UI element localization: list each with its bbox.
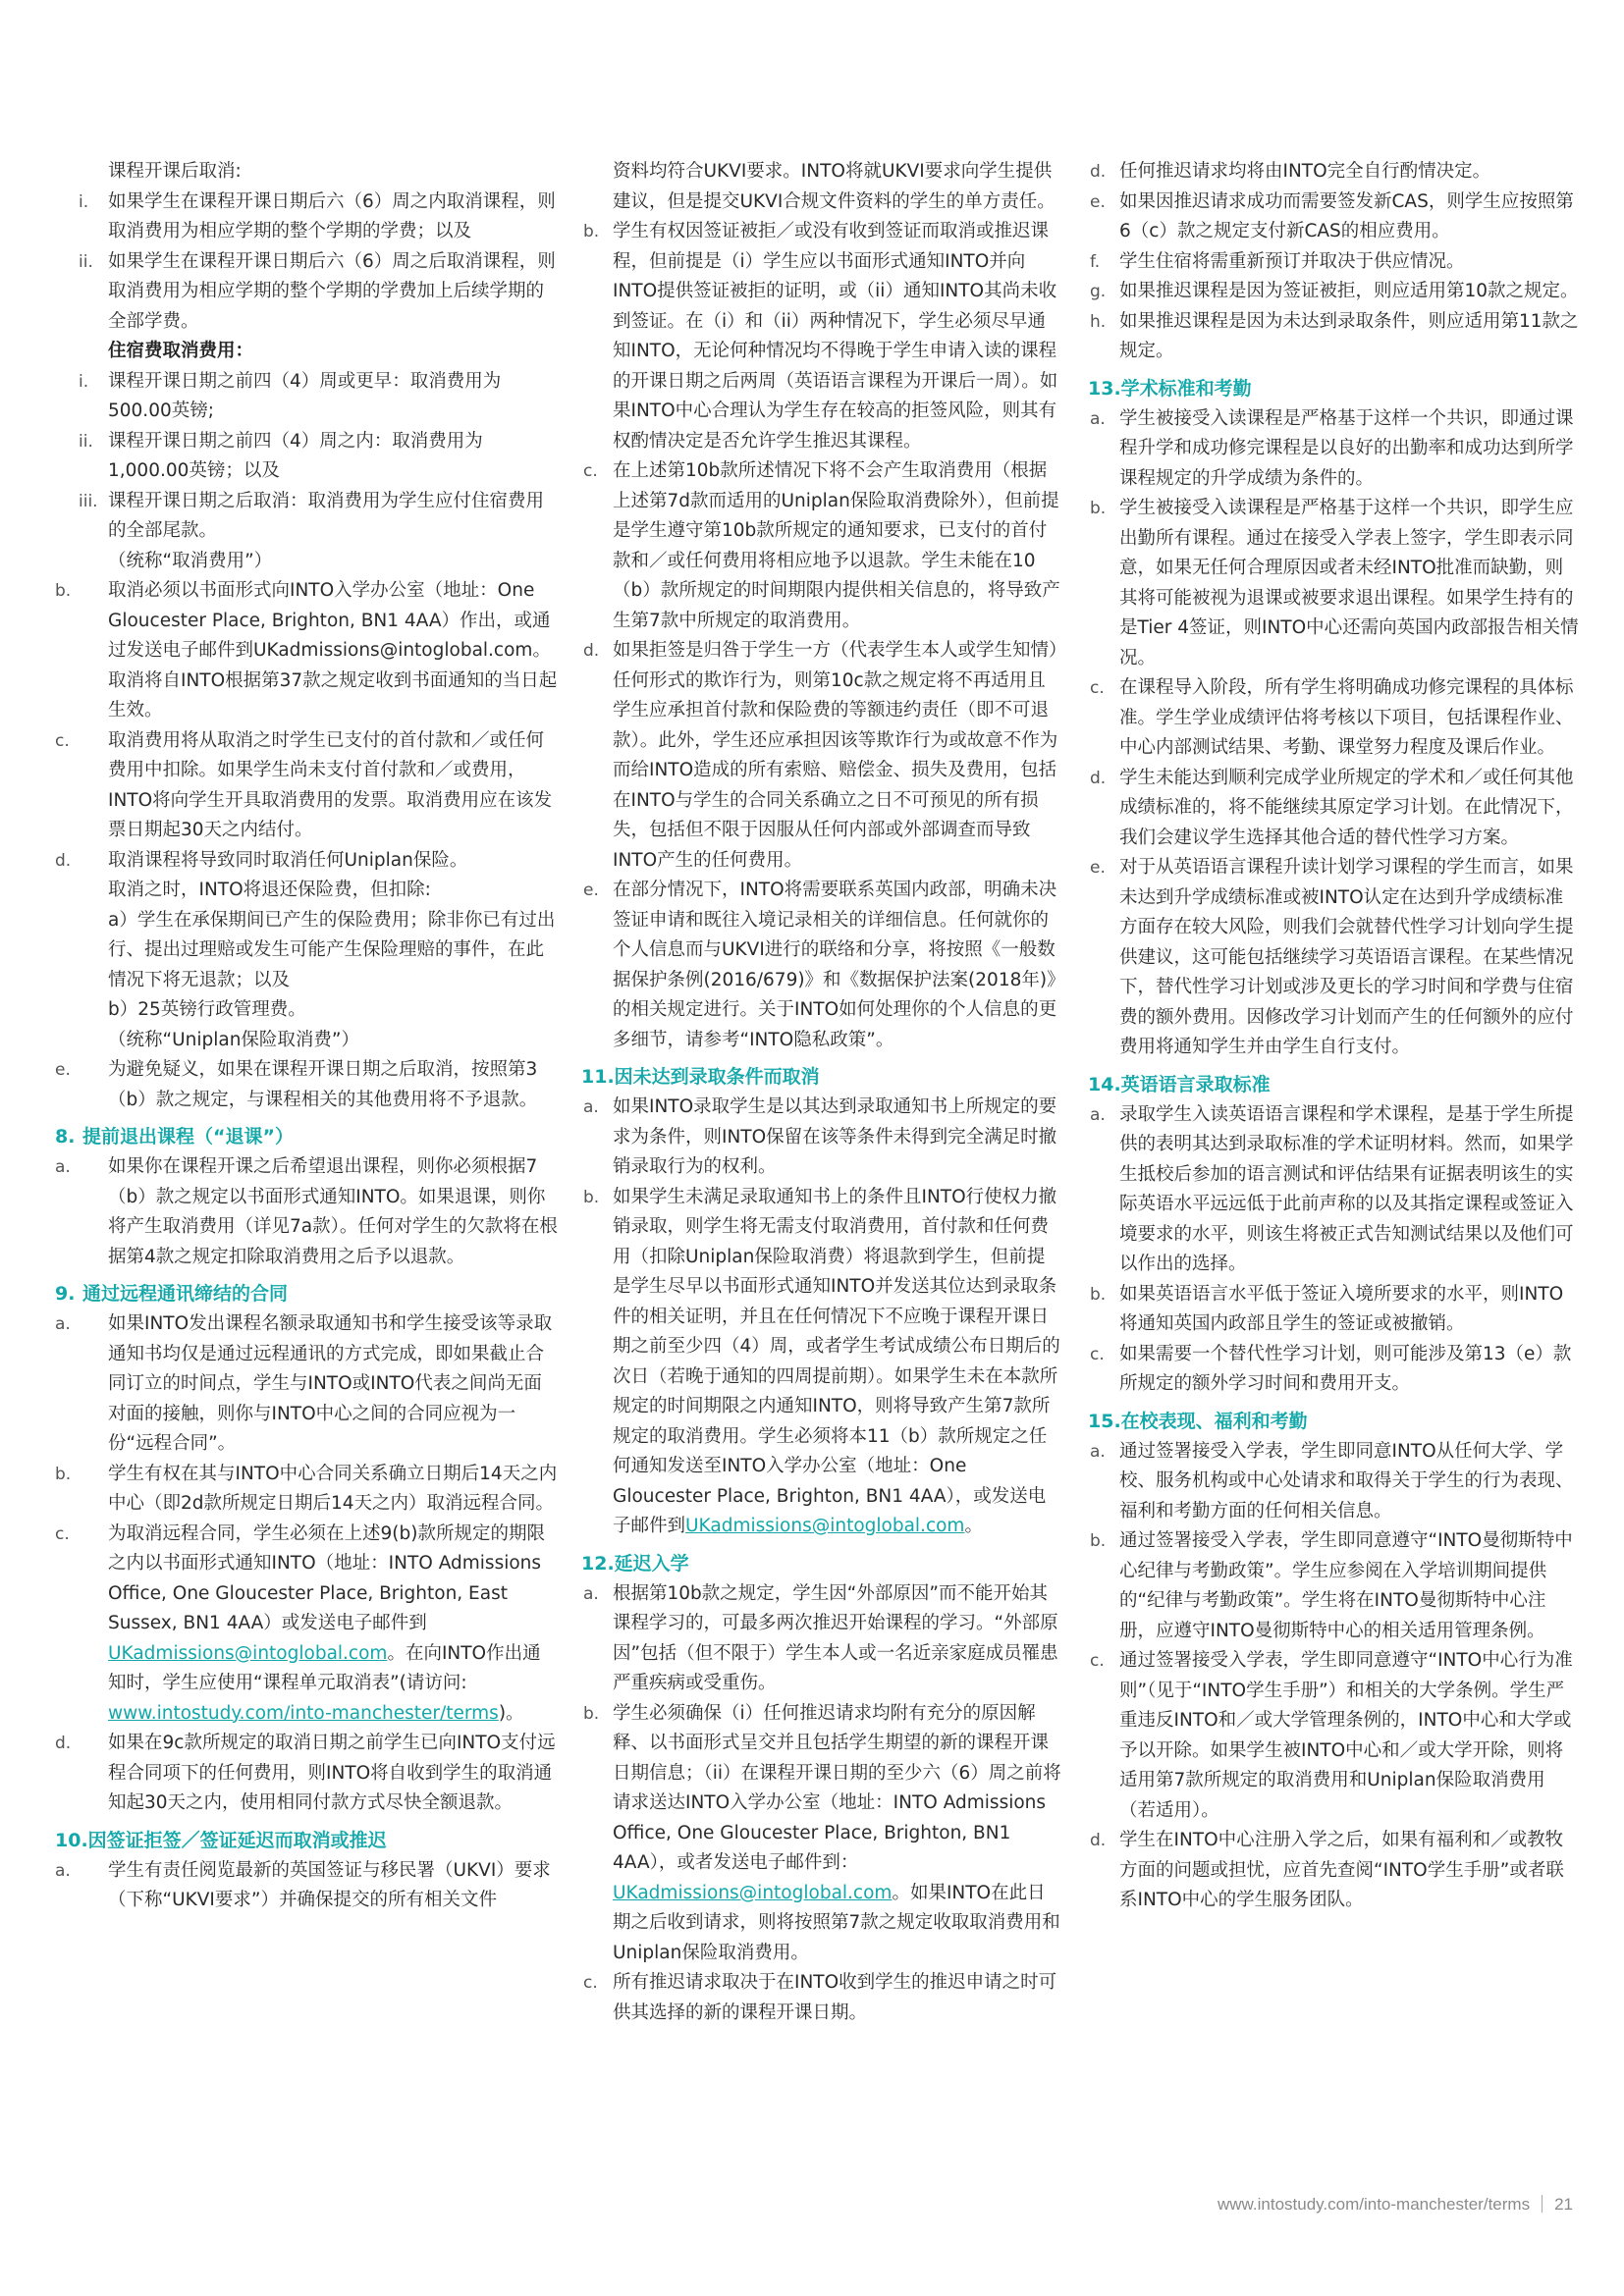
list-item: h. 如果推迟课程是因为未达到录取条件，则应适用第11款之规定。 — [1090, 310, 1579, 361]
list-item-text: 学生住宿将需重新预订并取决于供应情况。 — [1119, 250, 1465, 272]
section-title: 通过远程通讯缔结的合同 — [82, 1283, 289, 1305]
list-item-text: 为避免疑义，如果在课程开课日期之后取消，按照第3（b）款之规定，与课程相关的其他费用将不予退款。 — [108, 1059, 538, 1110]
terms-link[interactable]: www.intostudy.com/into-manchester/terms — [108, 1702, 499, 1724]
accommodation-fee-title: 住宿费取消费用： — [108, 341, 254, 361]
column-1 — [55, 157, 558, 1916]
section-title: 延迟入学 — [614, 1552, 689, 1575]
sub-item-a: a）学生在承保期间已产生的保险费用；除非你已有过出行、提出过理赔或发生可能产生保险理赔的事件，在此情况下将无退款；以及 — [108, 909, 556, 990]
list-item: d. 任何推迟请求均将由INTO完全自行酌情决定。 — [1090, 161, 1491, 182]
list-item-text — [613, 1703, 1061, 1963]
section-title: 因签证拒签／签证延迟而取消或推迟 — [87, 1829, 387, 1851]
list-item: c. 如果需要一个替代性学习计划，则可能涉及第13（e）款所规定的额外学习时间和费用开支。 — [1090, 1343, 1572, 1394]
list-item: e. 为避免疑义，如果在课程开课日期之后取消，按照第3（b）款之规定，与课程相关的其他费用将不予退款。 — [55, 1059, 538, 1110]
list-item-text: 任何推迟请求均将由INTO完全自行酌情决定。 — [1119, 161, 1491, 182]
list-item: b. 学生有权在其与INTO中心合同关系确立日期后14天之内中心（即2d款所规定日期后14天之内）取消远程合同。 — [55, 1463, 558, 1514]
list-item-text — [613, 1187, 1060, 1537]
list-item: c. 在课程导入阶段，所有学生将明确成功修完课程的具体标准。学生学业成绩评估将考核以下项目，包括课程作业、中心内部测试结果、考勤、课堂努力程度及课后作业。 — [1090, 677, 1574, 758]
list-item-text: 在部分情况下，INTO将需要联系英国内政部，明确未决签证申请和既往入境记录相关的详细信息。任何就你的个人信息而与UKVI进行的联络和分享，将按照《一般数据保护条例(2016/679)》和《数据保护法案(2018年)》的相关规定进行。关于INTO如何处理你的个人信息的更多细节，请参考“INTO隐私政策”。 — [613, 880, 1057, 1050]
list-item: c. 所有推迟请求取决于在INTO收到学生的推迟申请之时可供其选择的新的课程开课日期。 — [583, 1972, 1057, 2023]
list-item: d. 学生未能达到顺利完成学业所规定的学术和／或任何其他成绩标准的，将不能继续其原定学习计划。在此情况下，我们会建议学生选择其他合适的替代性学习方案。 — [1090, 767, 1574, 848]
section-heading-10 — [55, 1825, 558, 1856]
list-item: b. 通过签署接受入学表，学生即同意遵守“INTO曼彻斯特中心纪律与考勤政策”。学生应参阅在入学培训期间提供的“纪律与考勤政策”。学生将在INTO曼彻斯特中心注册，应遵守INTO曼彻斯特中心的相关适用管理条例。 — [1090, 1530, 1573, 1641]
text-run: 。 — [964, 1516, 983, 1536]
list-item: d. 取消课程将导致同时取消任何Uniplan保险。 — [55, 849, 468, 871]
section-heading-14 — [1088, 1069, 1579, 1100]
list-item-text: 对于从英语语言课程升读计划学习课程的学生而言，如果未达到升学成绩标准或被INTO认定在达到升学成绩标准方面存在较大风险，则我们会就替代性学习计划向学生提供建议，这可能包括继续学习英语语言课程。在某些情况下，替代性学习计划或涉及更长的学习时间和学费与住宿费的额外费用。因修改学习计划而产生的任何额外的应付费用将通知学生并由学生自行支付。 — [1119, 857, 1574, 1057]
list-item-text: 学生被接受入读课程是严格基于这样一个共识，即通过课程升学和成功修完课程是以良好的出勤率和成功达到所学课程规定的升学成绩为条件的。 — [1119, 407, 1574, 489]
list-item-text: 学生在INTO中心注册入学之后，如果有福利和／或教牧方面的问题或担忧，应首先查阅“INTO学生手册”或者联系INTO中心的学生服务团队。 — [1119, 1830, 1564, 1910]
list-item: ii. 如果学生在课程开课日期后六（6）周之后取消课程，则取消费用为相应学期的整个学期的学费加上后续学期的全部学费。 — [79, 250, 556, 332]
list-item-text: 通过签署接受入学表，学生即同意INTO从任何大学、学校、服务机构或中心处请求和取得关于学生的行为表现、福利和考勤方面的任何相关信息。 — [1119, 1440, 1574, 1522]
email-link[interactable]: UKadmissions@intoglobal.com — [613, 1882, 893, 1903]
note-text: （统称“取消费用”） — [108, 550, 273, 571]
list-item-text: 如果英语语言水平低于签证入境所要求的水平，则INTO将通知英国内政部且学生的签证或被撤销。 — [1119, 1283, 1564, 1334]
list-item: a. 如果INTO录取学生是以其达到录取通知书上所规定的要求为条件，则INTO保留在该等条件未得到完全满足时撤销录取行为的权利。 — [583, 1096, 1057, 1177]
list-item: a. 通过签署接受入学表，学生即同意INTO从任何大学、学校、服务机构或中心处请求和取得关于学生的行为表现、福利和考勤方面的任何相关信息。 — [1090, 1440, 1574, 1522]
list-item: d. 学生在INTO中心注册入学之后，如果有福利和／或教牧方面的问题或担忧，应首先查阅“INTO学生手册”或者联系INTO中心的学生服务团队。 — [1090, 1830, 1564, 1910]
list-item-text: 学生有权因签证被拒／或没有收到签证而取消或推迟课程，但前提是（i）学生应以书面形式通知INTO并向INTO提供签证被拒的证明，或（ii）通知INTO其尚未收到签证。在（i）和（ii）两种情况下，学生必须尽早通知INTO，无论何种情况均不得晚于学生申请入读的课程的开课日期之后两周（英语语言课程为开课后一周）。如果INTO中心合理认为学生存在较高的拒签风险，则其有权酌情决定是否允许学生推迟其课程。 — [613, 221, 1058, 452]
list-item: a. 根据第10b款之规定，学生因“外部原因”而不能开始其课程学习的，可最多两次推迟开始课程的学习。“外部原因”包括（但不限于）学生本人或一名近亲家庭成员罹患严重疾病或受重伤。 — [583, 1582, 1058, 1693]
text-run: 如果学生未满足录取通知书上的条件且INTO行使权力撤销录取，则学生将无需支付取消费用，首付款和任何费用（扣除Uniplan保险取消费）将退款到学生，但前提是学生尽早以书面形式通知INTO并发送其位达到录取条件的相关证明，并且在任何情况下不应晚于课程开课日期之前至少四（4）周，或者学生考试成绩公布日期后的次日（若晚于通知的四周提前期）。如果学生未在本款所规定的时间期限之内通知INTO，则将导致产生第7款所规定的取消费用。学生必须将本11（b）款所规定之任何通知发送至INTO入学办公室（地址：One Gloucester Place, Brighton, BN1 4AA），或发送电子邮件到 — [613, 1186, 1060, 1536]
list-item-text: 通过签署接受入学表，学生即同意遵守“INTO中心行为准则”（见于“INTO学生手册”）和相关的大学条例。学生严重违反INTO和／或大学管理条例的，INTO中心和大学或予以开除。如果学生被INTO中心和／或大学开除，则将适用第7款所规定的取消费用和Uniplan保险取消费用（若适用）。 — [1119, 1650, 1573, 1821]
list-item: d. 如果在9c款所规定的取消日期之前学生已向INTO支付远程合同项下的任何费用，则INTO将自收到学生的取消通知起30天之内，使用相同付款方式尽快全额退款。 — [55, 1733, 556, 1813]
list-item: a. 录取学生入读英语语言课程和学术课程，是基于学生所提供的表明其达到录取标准的学术证明材料。然而，如果学生抵校后参加的语言测试和评估结果有证据表明该生的实际英语水平远远低于此前声称的以及其指定课程或签证入境要求的水平，则该生将被正式告知测试结果以及他们可以作出的选择。 — [1090, 1103, 1574, 1274]
text-run: 。在向INTO作出通知时，学生应使用“课程单元取消表”(请访问: — [108, 1642, 541, 1693]
section-title: 英语语言录取标准 — [1120, 1073, 1271, 1095]
list-item-text: 录取学生入读英语语言课程和学术课程，是基于学生所提供的表明其达到录取标准的学术证明材料。然而，如果学生抵校后参加的语言测试和评估结果有证据表明该生的实际英语水平远远低于此前声称的以及其指定课程或签证入境要求的水平，则该生将被正式告知测试结果以及他们可以作出的选择。 — [1119, 1103, 1574, 1274]
list-item-text: 如果推迟课程是因为签证被拒，则应适用第10款之规定。 — [1119, 281, 1579, 301]
list-item: f. 学生住宿将需重新预订并取决于供应情况。 — [1090, 250, 1465, 272]
list-item-text: 如果学生在课程开课日期后六（6）周之后取消课程，则取消费用为相应学期的整个学期的学费加上后续学期的全部学费。 — [108, 250, 556, 332]
section-number: 13. — [1088, 377, 1121, 400]
section-title: 在校表现、福利和考勤 — [1120, 1410, 1308, 1432]
list-item: i. 如果学生在课程开课日期后六（6）周之内取消课程，则取消费用为相应学期的整个学期的学费；以及 — [79, 190, 556, 241]
list-item: c. 通过签署接受入学表，学生即同意遵守“INTO中心行为准则”（见于“INTO学生手册”）和相关的大学条例。学生严重违反INTO和／或大学管理条例的，INTO中心和大学或予以开除。如果学生被INTO中心和／或大学开除，则将适用第7款所规定的取消费用和Uniplan保险取消费用（若适用）。 — [1090, 1650, 1573, 1821]
section-number: 14. — [1088, 1073, 1121, 1095]
list-item-text: 如果需要一个替代性学习计划，则可能涉及第13（e）款所规定的额外学习时间和费用开支。 — [1119, 1343, 1572, 1394]
list-item-text: 在上述第10b款所述情况下将不会产生取消费用（根据上述第7d款而适用的Uniplan保险取消费除外），但前提是学生遵守第10b款所规定的通知要求，已支付的首付款和／或任何费用将相应地予以退款。学生未能在10（b）款所规定的时间期限内提供相关信息的，将导致产生第7款中所规定的取消费用。 — [613, 460, 1060, 631]
list-item: e. 如果因推迟请求成功而需要签发新CAS，则学生应按照第6（c）款之规定支付新CAS的相应费用。 — [1090, 190, 1574, 241]
list-item: ii. 课程开课日期之前四（4）周之内：取消费用为1,000.00英镑；以及 — [79, 430, 483, 481]
list-item-text: 在课程导入阶段，所有学生将明确成功修完课程的具体标准。学生学业成绩评估将考核以下项目，包括课程作业、中心内部测试结果、考勤、课堂努力程度及课后作业。 — [1119, 677, 1574, 758]
email-link[interactable]: UKadmissions@intoglobal.com — [108, 1642, 388, 1664]
section-heading-9 — [55, 1278, 558, 1309]
section-heading-11 — [581, 1061, 1062, 1093]
list-item-text: 学生被接受入读课程是严格基于这样一个共识，即学生应出勤所有课程。通过在接受入学表上签字，学生即表示同意，如果无任何合理原因或者未经INTO批准而缺勤，则其将可能被视为退课或被要求退出课程。如果学生持有的是Tier 4签证，则INTO中心还需向英国内政部报告相关情况。 — [1119, 498, 1579, 668]
list-item-text: 所有推迟请求取决于在INTO收到学生的推迟申请之时可供其选择的新的课程开课日期。 — [613, 1972, 1057, 2023]
list-item: c. 取消费用将从取消之时学生已支付的首付款和／或任何费用中扣除。如果学生尚未支付首付款和／或费用，INTO将向学生开具取消费用的发票。取消费用应在该发票日期起30天之内结付。 — [55, 729, 553, 840]
note-text: （统称“Uniplan保险取消费”） — [108, 1029, 360, 1050]
list-item: c. 在上述第10b款所述情况下将不会产生取消费用（根据上述第7d款而适用的Uniplan保险取消费除外），但前提是学生遵守第10b款所规定的通知要求，已支付的首付款和／或任何费用将相应地予以退款。学生未能在10（b）款所规定的时间期限内提供相关信息的，将导致产生第7款中所规定的取消费用。 — [583, 460, 1060, 631]
section-heading-15 — [1088, 1406, 1579, 1437]
section-title: 学术标准和考勤 — [1120, 377, 1252, 400]
list-item-text: 通过签署接受入学表，学生即同意遵守“INTO曼彻斯特中心纪律与考勤政策”。学生应参阅在入学培训期间提供的“纪律与考勤政策”。学生将在INTO曼彻斯特中心注册，应遵守INTO曼彻斯特中心的相关适用管理条例。 — [1119, 1530, 1573, 1641]
list-item-text: 如果因推迟请求成功而需要签发新CAS，则学生应按照第6（c）款之规定支付新CAS的相应费用。 — [1119, 190, 1574, 241]
section-number: 10. — [55, 1829, 88, 1851]
paragraph-course-cancel-after-start: 课程开课后取消: — [108, 161, 242, 182]
list-item-text: 根据第10b款之规定，学生因“外部原因”而不能开始其课程学习的，可最多两次推迟开始课程的学习。“外部原因”包括（但不限于）学生本人或一名近亲家庭成员罹患严重疾病或受重伤。 — [613, 1582, 1058, 1693]
section-title: 因未达到录取条件而取消 — [614, 1066, 820, 1088]
list-item-text: 取消费用将从取消之时学生已支付的首付款和／或任何费用中扣除。如果学生尚未支付首付款和／或费用，INTO将向学生开具取消费用的发票。取消费用应在该发票日期起30天之内结付。 — [108, 729, 553, 840]
list-item-text: 取消必须以书面形式向INTO入学办公室（地址：One Gloucester Place, Brighton, BN1 4AA）作出，或通过发送电子邮件到UKadmissions@intoglobal.com。取消将自INTO根据第37款之规定收到书面通知的当日起生效。 — [108, 580, 558, 721]
section-number: 12. — [581, 1552, 615, 1575]
text-run: 。如果INTO在此日期之后收到请求，则将按照第7款之规定收取取消费用和Uniplan保险取消费用。 — [613, 1882, 1060, 1963]
list-item: a. 学生被接受入读课程是严格基于这样一个共识，即通过课程升学和成功修完课程是以良好的出勤率和成功达到所学课程规定的升学成绩为条件的。 — [1090, 407, 1574, 489]
list-item: b. 学生必须确保（i）任何推迟请求均附有充分的原因解释、以书面形式呈交并且包括学生期望的新的课程开课日期信息；（ii）在课程开课日期的至少六（6）周之前将请求送达INTO入学办公室（地址：INTO Admissions Office, One Gloucester Place, Brighton, BN1 4AA），或者发送电子邮件到：UKadmissions@intoglobal.com。如果INTO在此日期之后收到请求，则将按照第7款之规定收取取消费用和Uniplan保险取消费用。 — [583, 1702, 1061, 1963]
section-number: 11. — [581, 1066, 615, 1088]
list-item-text — [108, 1523, 545, 1724]
section-number: 8. — [55, 1126, 76, 1148]
list-item-text: 如果学生在课程开课日期后六（6）周之内取消课程，则取消费用为相应学期的整个学期的学费；以及 — [108, 190, 556, 241]
page-footer — [1218, 2195, 1573, 2215]
list-item: a. 如果INTO发出课程名额录取通知书和学生接受该等录取通知书均仅是通过远程通讯的方式完成，即如果截止合同订立的时间点，学生与INTO或INTO代表之间尚无面对面的接触，则你与INTO中心之间的合同应视为一份“远程合同”。 — [55, 1313, 553, 1454]
list-item-text: 课程开课日期之前四（4）周之内：取消费用为1,000.00英镑；以及 — [108, 430, 483, 481]
list-item-text: 课程开课日期之前四（4）周或更早：取消费用为500.00英镑; — [108, 370, 502, 421]
list-item: b. 取消必须以书面形式向INTO入学办公室（地址：One Gloucester Place, Brighton, BN1 4AA）作出，或通过发送电子邮件到UKadmissions@intoglobal.com。取消将自INTO根据第37款之规定收到书面通知的当日起生效。 — [55, 580, 558, 721]
section-heading-13 — [1088, 373, 1579, 404]
list-item-text: 学生有责任阅览最新的英国签证与移民署（UKVI）要求（下称“UKVI要求”）并确保提交的所有相关文件 — [108, 1859, 551, 1910]
list-item: e. 在部分情况下，INTO将需要联系英国内政部，明确未决签证申请和既往入境记录相关的详细信息。任何就你的个人信息而与UKVI进行的联络和分享，将按照《一般数据保护条例(2016/679)》和《数据保护法案(2018年)》的相关规定进行。关于INTO如何处理你的个人信息的更多细节，请参考“INTO隐私政策”。 — [583, 880, 1057, 1050]
section-title: 提前退出课程（“退课”） — [82, 1126, 294, 1148]
list-item-text: 学生未能达到顺利完成学业所规定的学术和／或任何其他成绩标准的，将不能继续其原定学习计划。在此情况下，我们会建议学生选择其他合适的替代性学习方案。 — [1119, 767, 1574, 848]
text-run: )。 — [498, 1702, 524, 1724]
list-item: i. 课程开课日期之前四（4）周或更早：取消费用为500.00英镑; — [79, 370, 502, 421]
list-item-text: 如果你在课程开课之后希望退出课程，则你必须根据7（b）款之规定以书面形式通知INTO。如果退课，则你将产生取消费用（详见7a款）。任何对学生的欠款将在根据第4款之规定扣除取消费用之后予以退款。 — [108, 1156, 558, 1267]
sub-item-b: b）25英镑行政管理费。 — [108, 999, 306, 1020]
text-run: 学生必须确保（i）任何推迟请求均附有充分的原因解释、以书面形式呈交并且包括学生期望的新的课程开课日期信息；（ii）在课程开课日期的至少六（6）周之前将请求送达INTO入学办公室（地址：INTO Admissions Office, One Gloucester Place, Brighton, BN1 4AA），或者发送电子邮件到： — [613, 1702, 1061, 1873]
list-item: iii. 课程开课日期之后取消：取消费用为学生应付住宿费用的全部尾款。 — [79, 490, 545, 541]
list-item: d. 如果拒签是归咎于学生一方（代表学生本人或学生知情）任何形式的欺诈行为，则第10c款之规定将不再适用且学生应承担首付款和保险费的等额违约责任（即不可退款）。此外，学生还应承担因该等欺诈行为或故意不作为而给INTO造成的所有索赔、赔偿金、损失及费用，包括在INTO与学生的合同关系确立之日不可预见的所有损失，包括但不限于因服从任何内部或外部调查而导致INTO产生的任何费用。 — [583, 640, 1058, 871]
column-3 — [1088, 157, 1579, 1916]
list-item-text: 如果拒签是归咎于学生一方（代表学生本人或学生知情）任何形式的欺诈行为，则第10c款之规定将不再适用且学生应承担首付款和保险费的等额违约责任（即不可退款）。此外，学生还应承担因该等欺诈行为或故意不作为而给INTO造成的所有索赔、赔偿金、损失及费用，包括在INTO与学生的合同关系确立之日不可预见的所有损失，包括但不限于因服从任何内部或外部调查而导致INTO产生的任何费用。 — [613, 640, 1058, 871]
list-item: c. 为取消远程合同，学生必须在上述9(b)款所规定的期限之内以书面形式通知INTO（地址：INTO Admissions Office, One Gloucester Place, Brighton, East Sussex, BN1 4AA）或发送电子邮件到UKadmissions@intoglobal.com。在向INTO作出通知时，学生应使用“课程单元取消表”(请访问: www.intostudy.com/into-manchester/terms)。 — [55, 1522, 545, 1724]
list-item: g. 如果推迟课程是因为签证被拒，则应适用第10款之规定。 — [1090, 281, 1579, 301]
list-item: a. 学生有责任阅览最新的英国签证与移民署（UKVI）要求（下称“UKVI要求”）并确保提交的所有相关文件 — [55, 1859, 551, 1910]
column-2 — [581, 157, 1062, 2028]
section-number: 9. — [55, 1283, 76, 1305]
section-heading-12 — [581, 1548, 1062, 1579]
list-item: b. 如果英语语言水平低于签证入境所要求的水平，则INTO将通知英国内政部且学生的签证或被撤销。 — [1090, 1283, 1564, 1334]
list-item: b. 如果学生未满足录取通知书上的条件且INTO行使权力撤销录取，则学生将无需支付取消费用，首付款和任何费用（扣除Uniplan保险取消费）将退款到学生，但前提是学生尽早以书面形式通知INTO并发送其位达到录取条件的相关证明，并且在任何情况下不应晚于课程开课日期之前至少四（4）周，或者学生考试成绩公布日期后的次日（若晚于通知的四周提前期）。如果学生未在本款所规定的时间期限之内通知INTO，则将导致产生第7款所规定的取消费用。学生必须将本11（b）款所规定之任何通知发送至INTO入学办公室（地址：One Gloucester Place, Brighton, BN1 4AA），或发送电子邮件到UKadmissions@intoglobal.com。 — [583, 1186, 1060, 1536]
section-heading-8 — [55, 1121, 558, 1152]
list-item-text: 取消课程将导致同时取消任何Uniplan保险。 — [108, 849, 468, 871]
list-item-text: 课程开课日期之后取消：取消费用为学生应付住宿费用的全部尾款。 — [108, 490, 545, 541]
list-item-text: 如果在9c款所规定的取消日期之前学生已向INTO支付远程合同项下的任何费用，则INTO将自收到学生的取消通知起30天之内，使用相同付款方式尽快全额退款。 — [108, 1733, 556, 1813]
footer-divider — [1542, 2195, 1543, 2213]
list-item: b. 学生被接受入读课程是严格基于这样一个共识，即学生应出勤所有课程。通过在接受入学表上签字，学生即表示同意，如果无任何合理原因或者未经INTO批准而缺勤，则其将可能被视为退课或被要求退出课程。如果学生持有的是Tier 4签证，则INTO中心还需向英国内政部报告相关情况。 — [1090, 498, 1579, 668]
paragraph-text: 取消之时，INTO将退还保险费，但扣除: — [108, 880, 431, 900]
list-item-text: 学生有权在其与INTO中心合同关系确立日期后14天之内中心（即2d款所规定日期后14天之内）取消远程合同。 — [108, 1463, 558, 1514]
footer-url-link[interactable]: www.intostudy.com/into-manchester/terms — [1218, 2195, 1531, 2214]
list-item-text: 如果推迟课程是因为未达到录取条件，则应适用第11款之规定。 — [1119, 310, 1579, 361]
page-number: 21 — [1554, 2195, 1573, 2214]
paragraph-text: 资料均符合UKVI要求。INTO将就UKVI要求向学生提供建议，但是提交UKVI合规文件资料的学生的单方责任。 — [613, 161, 1056, 212]
list-item-text: 如果INTO发出课程名额录取通知书和学生接受该等录取通知书均仅是通过远程通讯的方式完成，即如果截止合同订立的时间点，学生与INTO或INTO代表之间尚无面对面的接触，则你与INTO中心之间的合同应视为一份“远程合同”。 — [108, 1313, 553, 1454]
list-item: b. 学生有权因签证被拒／或没有收到签证而取消或推迟课程，但前提是（i）学生应以书面形式通知INTO并向INTO提供签证被拒的证明，或（ii）通知INTO其尚未收到签证。在（i）和（ii）两种情况下，学生必须尽早通知INTO，无论何种情况均不得晚于学生申请入读的课程的开课日期之后两周（英语语言课程为开课后一周）。如果INTO中心合理认为学生存在较高的拒签风险，则其有权酌情决定是否允许学生推迟其课程。 — [583, 221, 1058, 452]
list-item-text: 如果INTO录取学生是以其达到录取通知书上所规定的要求为条件，则INTO保留在该等条件未得到完全满足时撤销录取行为的权利。 — [613, 1096, 1057, 1177]
text-run: 为取消远程合同，学生必须在上述9(b)款所规定的期限之内以书面形式通知INTO（地址：INTO Admissions Office, One Gloucester Place, Brighton, East Sussex, BN1 4AA）或发送电子邮件到 — [108, 1522, 545, 1633]
section-number: 15. — [1088, 1410, 1121, 1432]
list-item: e. 对于从英语语言课程升读计划学习课程的学生而言，如果未达到升学成绩标准或被INTO认定在达到升学成绩标准方面存在较大风险，则我们会就替代性学习计划向学生提供建议，这可能包括继续学习英语语言课程。在某些情况下，替代性学习计划或涉及更长的学习时间和学费与住宿费的额外费用。因修改学习计划而产生的任何额外的应付费用将通知学生并由学生自行支付。 — [1090, 857, 1574, 1057]
list-item: a. 如果你在课程开课之后希望退出课程，则你必须根据7（b）款之规定以书面形式通知INTO。如果退课，则你将产生取消费用（详见7a款）。任何对学生的欠款将在根据第4款之规定扣除取消费用之后予以退款。 — [55, 1156, 558, 1267]
email-link[interactable]: UKadmissions@intoglobal.com — [685, 1516, 965, 1536]
